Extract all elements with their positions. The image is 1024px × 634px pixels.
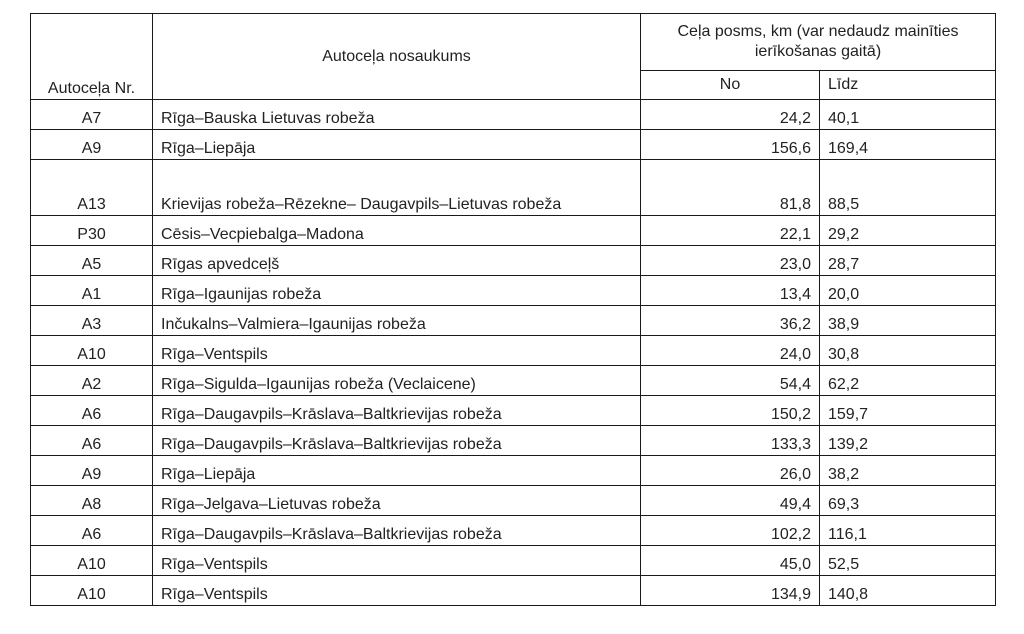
- cell-road-nr: A6: [31, 516, 153, 546]
- header-road-nr: Autoceļa Nr.: [31, 14, 153, 100]
- cell-road-nr: A9: [31, 456, 153, 486]
- table-row: [31, 396, 996, 426]
- cell-to: 159,7: [820, 396, 996, 426]
- cell-road-nr: A8: [31, 486, 153, 516]
- cell-road-nr: A10: [31, 546, 153, 576]
- cell-road-nr: A3: [31, 306, 153, 336]
- cell-road-name: Rīga–Jelgava–Lietuvas robeža: [153, 486, 641, 516]
- header-road-name: Autoceļa nosaukums: [153, 14, 641, 100]
- cell-from: 156,6: [641, 130, 820, 160]
- cell-road-nr: A5: [31, 246, 153, 276]
- cell-road-name: Rīga–Liepāja: [153, 130, 641, 160]
- cell-from: 22,1: [641, 216, 820, 246]
- cell-from: 45,0: [641, 546, 820, 576]
- cell-road-name: Rīga–Daugavpils–Krāslava–Baltkrievijas robeža: [153, 516, 641, 546]
- cell-to: 38,2: [820, 456, 996, 486]
- cell-to: 139,2: [820, 426, 996, 456]
- cell-road-name: Cēsis–Vecpiebalga–Madona: [153, 216, 641, 246]
- cell-road-name: Inčukalns–Valmiera–Igaunijas robeža: [153, 306, 641, 336]
- cell-road-name: Krievijas robeža–Rēzekne– Daugavpils–Lietuvas robeža: [153, 160, 641, 216]
- cell-road-nr: A9: [31, 130, 153, 160]
- table-row: [31, 246, 996, 276]
- cell-from: 133,3: [641, 426, 820, 456]
- cell-road-name: Rīga–Bauska Lietuvas robeža: [153, 100, 641, 130]
- cell-road-name: Rīgas apvedceļš: [153, 246, 641, 276]
- table-row: [31, 336, 996, 366]
- table-row: [31, 516, 996, 546]
- table-row: [31, 576, 996, 606]
- cell-to: 62,2: [820, 366, 996, 396]
- cell-to: 140,8: [820, 576, 996, 606]
- cell-to: 30,8: [820, 336, 996, 366]
- cell-from: 26,0: [641, 456, 820, 486]
- table-row: [31, 100, 996, 130]
- cell-from: 36,2: [641, 306, 820, 336]
- cell-road-name: Rīga–Igaunijas robeža: [153, 276, 641, 306]
- cell-road-nr: A2: [31, 366, 153, 396]
- cell-road-nr: P30: [31, 216, 153, 246]
- cell-from: 150,2: [641, 396, 820, 426]
- cell-road-name: Rīga–Sigulda–Igaunijas robeža (Veclaicene): [153, 366, 641, 396]
- cell-to: 116,1: [820, 516, 996, 546]
- table-row: [31, 306, 996, 336]
- table-row: [31, 486, 996, 516]
- cell-road-name: Rīga–Daugavpils–Krāslava–Baltkrievijas robeža: [153, 426, 641, 456]
- cell-to: 40,1: [820, 100, 996, 130]
- cell-road-nr: A1: [31, 276, 153, 306]
- cell-to: 88,5: [820, 160, 996, 216]
- cell-road-nr: A7: [31, 100, 153, 130]
- cell-from: 24,0: [641, 336, 820, 366]
- table-row: [31, 130, 996, 160]
- table-row: [31, 426, 996, 456]
- header-from: No: [641, 71, 820, 100]
- header-to: Līdz: [820, 71, 996, 100]
- cell-to: 52,5: [820, 546, 996, 576]
- cell-from: 134,9: [641, 576, 820, 606]
- header-section: Ceļa posms, km (var nedaudz mainīties ierīkošanas gaitā): [641, 14, 996, 71]
- cell-road-name: Rīga–Liepāja: [153, 456, 641, 486]
- table-row: [31, 276, 996, 306]
- cell-from: 49,4: [641, 486, 820, 516]
- cell-from: 54,4: [641, 366, 820, 396]
- table-row: [31, 366, 996, 396]
- cell-road-name: Rīga–Ventspils: [153, 576, 641, 606]
- roads-table: [30, 13, 996, 606]
- cell-to: 29,2: [820, 216, 996, 246]
- cell-road-name: Rīga–Ventspils: [153, 546, 641, 576]
- cell-road-nr: A13: [31, 160, 153, 216]
- cell-road-nr: A6: [31, 396, 153, 426]
- cell-to: 20,0: [820, 276, 996, 306]
- cell-to: 28,7: [820, 246, 996, 276]
- cell-from: 13,4: [641, 276, 820, 306]
- cell-road-nr: A10: [31, 576, 153, 606]
- cell-to: 38,9: [820, 306, 996, 336]
- cell-road-name: Rīga–Ventspils: [153, 336, 641, 366]
- cell-to: 69,3: [820, 486, 996, 516]
- cell-from: 23,0: [641, 246, 820, 276]
- cell-road-name: Rīga–Daugavpils–Krāslava–Baltkrievijas robeža: [153, 396, 641, 426]
- cell-road-nr: A10: [31, 336, 153, 366]
- table-row: [31, 456, 996, 486]
- cell-from: 81,8: [641, 160, 820, 216]
- cell-from: 102,2: [641, 516, 820, 546]
- cell-from: 24,2: [641, 100, 820, 130]
- table-row: [31, 160, 996, 216]
- table-row: [31, 216, 996, 246]
- table-row: [31, 546, 996, 576]
- cell-to: 169,4: [820, 130, 996, 160]
- cell-road-nr: A6: [31, 426, 153, 456]
